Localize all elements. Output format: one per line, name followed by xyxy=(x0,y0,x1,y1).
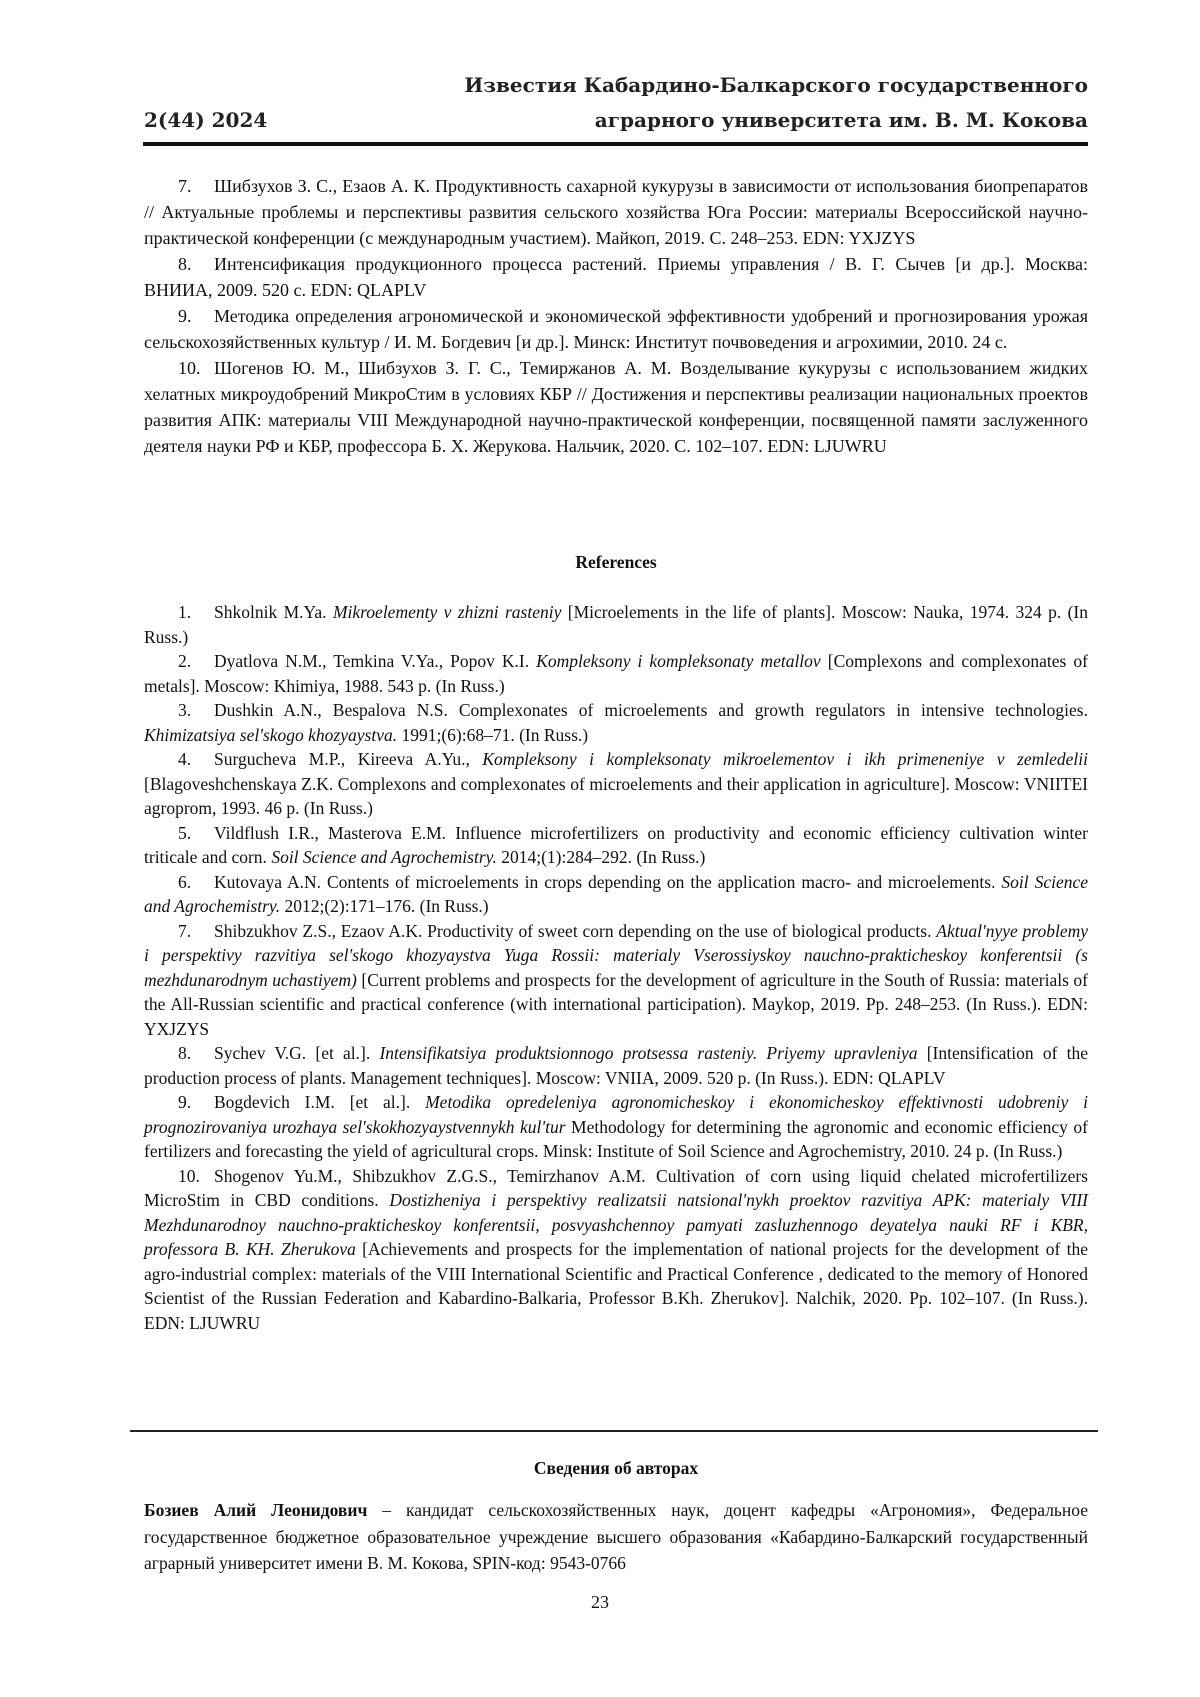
reference-title-italic: Kompleksony i kompleksonaty mikroelementov i ikh primeneniye v zemledelii xyxy=(482,749,1088,769)
reference-item xyxy=(144,1090,1088,1164)
reference-text: 2014;(1):284–292. (In Russ.) xyxy=(496,847,706,867)
reference-text: Dushkin A.N., Bespalova N.S. Complexonates of microelements and growth regulators in intensive technologies. xyxy=(214,700,1088,720)
reference-number: 10. xyxy=(178,358,201,378)
reference-text: [Current problems and prospects for the development of agriculture in the South of Russia: materials of the All-Russian scientific and practical conference (with international participation). Maykop, 2019. Pp. 248–253. (In Russ.). EDN: YXJZYS xyxy=(144,969,1089,1039)
reference-item xyxy=(144,649,1088,698)
reference-text: Методика определения агрономической и экономической эффективности удобрений и прогнозирования урожая сельскохозяйственных культур / И. М. Богдевич [и др.]. Минск: Институт почвоведения и агрохимии, 2010. 24 с. xyxy=(144,306,1088,352)
reference-text: Интенсификация продукционного процесса растений. Приемы управления / В. Г. Сычев [и др.]. Москва: ВНИИА, 2009. 520 с. EDN: QLAPLV xyxy=(144,254,1088,300)
reference-number: 9. xyxy=(178,306,192,326)
reference-title-italic: Soil Science and Agrochemistry. xyxy=(144,871,1089,916)
english-reference-list xyxy=(144,600,1088,1335)
author-bio: – кандидат сельскохозяйственных наук, доцент кафедры «Агрономия», Федеральное государственное бюджетное образовательное учреждение высшего образования «Кабардино-Балкарский государственный аграрный университет имени В. М. Кокова, SPIN-код: 9543-0766 xyxy=(144,1500,1088,1573)
reference-item xyxy=(144,870,1088,919)
reference-number: 7. xyxy=(178,920,192,941)
author-info xyxy=(144,1497,1088,1577)
reference-item xyxy=(144,355,1088,459)
reference-text: [Microelements in the life of plants]. Moscow: Nauka, 1974. 324 p. (In Russ.) xyxy=(144,602,1089,647)
reference-number: 4. xyxy=(178,749,192,769)
reference-number: 5. xyxy=(178,822,192,843)
reference-text: Sychev V.G. [et al.]. xyxy=(214,1043,380,1063)
reference-number: 3. xyxy=(178,700,192,720)
reference-text: Shibzukhov Z.S., Ezaov A.K. Productivity of sweet corn depending on the use of biological products. xyxy=(214,920,937,941)
russian-reference-list xyxy=(144,173,1088,459)
reference-text: Surgucheva M.P., Kireeva A.Yu., xyxy=(214,749,483,769)
reference-title-italic: Metodika opredeleniya agronomicheskoy i ekonomicheskoy effektivnosti udobreniy i prognozirovaniya urozhaya sel'skokhozyaystvennykh kul'tur xyxy=(144,1092,1088,1137)
reference-number: 6. xyxy=(178,871,192,892)
reference-item xyxy=(144,698,1088,747)
reference-item xyxy=(144,173,1088,251)
reference-item xyxy=(144,821,1088,870)
reference-text: Vildflush I.R., Masterova E.M. Influence microfertilizers on productivity and economic efficiency cultivation winter triticale and corn. xyxy=(144,822,1088,867)
header-rule xyxy=(143,142,1088,146)
references-heading: References xyxy=(575,552,657,572)
reference-item xyxy=(144,1164,1088,1336)
reference-item xyxy=(144,303,1088,355)
reference-title-italic: Khimizatsiya sel'skogo khozyaystva. xyxy=(144,724,398,745)
reference-text: [Blagoveshchenskaya Z.K. Complexons and complexonates of microelements and their application in agriculture]. Moscow: VNIITEI agroprom, 1993. 46 p. (In Russ.) xyxy=(144,773,1088,818)
reference-item xyxy=(144,251,1088,303)
reference-text: [Complexons and complexonates of metals]. Moscow: Khimiya, 1988. 543 p. (In Russ.) xyxy=(144,651,1088,696)
reference-title-italic: Kompleksony i kompleksonaty metallov xyxy=(536,651,821,671)
reference-text: Шибзухов З. С., Езаов А. К. Продуктивность сахарной кукурузы в зависимости от использования биопрепаратов // Актуальные проблемы и перспективы развития сельского хозяйства Юга России: материалы Всероссийской научно-практической конференции (с международным участием). Майкоп, 2019. С. 248–253. EDN: YXJZYS xyxy=(144,176,1088,248)
reference-item xyxy=(144,1041,1088,1090)
reference-title-italic: Dostizheniya i perspektivy realizatsii natsional'nykh proektov razvitiya APK: materialy VIII Mezhdunarodnoy nauchno-prakticheskoy konferentsii, posvyashchennoy pamyati zasluzhennogo deyatelya nauki RF i KBR, professora B. KH. Zherukova xyxy=(144,1190,1088,1259)
reference-number: 8. xyxy=(178,254,192,274)
issue-number: 2(44) 2024 xyxy=(144,108,268,132)
section-divider xyxy=(130,1430,1098,1432)
reference-text: Bogdevich I.M. [et al.]. xyxy=(214,1092,426,1112)
reference-number: 10. xyxy=(178,1165,200,1186)
reference-text: 2012;(2):171–176. (In Russ.) xyxy=(280,896,489,916)
reference-number: 2. xyxy=(178,651,192,671)
reference-number: 7. xyxy=(178,176,192,196)
author-name: Бозиев Алий Леонидович xyxy=(144,1500,368,1520)
reference-number: 1. xyxy=(178,602,192,622)
reference-title-italic: Intensifikatsiya produktsionnogo protsessa rasteniy. Priyemy upravleniya xyxy=(379,1043,918,1063)
reference-number: 8. xyxy=(178,1043,192,1063)
reference-text: Methodology for determining the agronomic and economic efficiency of fertilizers and forecasting the yield of agricultural crops. Minsk: Institute of Soil Science and Agrochemistry, 2010. 24 p. (In Russ.) xyxy=(144,1116,1088,1161)
reference-item xyxy=(144,919,1088,1042)
reference-text: [Achievements and prospects for the implementation of national projects for the development of the agro-industrial complex: materials of the VIII International Scientific and Practical Conference , dedicated to the memory of Honored Scientist of the Russian Federation and Kabardino-Balkaria, Professor B.Kh. Zherukov]. Nalchik, 2020. Pp. 102–107. (In Russ.). EDN: LJUWRU xyxy=(144,1239,1088,1333)
reference-text: Kutovaya A.N. Contents of microelements in crops depending on the application macro- and microelements. xyxy=(214,871,1002,892)
reference-number: 9. xyxy=(178,1092,192,1112)
journal-title-line-2: аграрного университета им. В. М. Кокова xyxy=(594,108,1088,132)
reference-text: 1991;(6):68–71. (In Russ.) xyxy=(397,724,589,745)
reference-title-italic: Mikroelementy v zhizni rasteniy xyxy=(332,602,562,622)
reference-text: Shkolnik M.Ya. xyxy=(214,602,333,622)
journal-title-line-1: Известия Кабардино-Балкарского государственного xyxy=(464,73,1088,97)
authors-heading: Сведения об авторах xyxy=(533,1458,699,1478)
reference-text: Шогенов Ю. М., Шибзухов З. Г. С., Темиржанов А. М. Возделывание кукурузы с использованием жидких хелатных микроудобрений МикроСтим в условиях КБР // Достижения и перспективы реализации национальных проектов развития АПК: материалы VIII Международной научно-практической конференции, посвященной памяти заслуженного деятеля науки РФ и КБР, профессора Б. Х. Жерукова. Нальчик, 2020. С. 102–107. EDN: LJUWRU xyxy=(144,358,1088,456)
reference-text: Dyatlova N.M., Temkina V.Ya., Popov K.I. xyxy=(214,651,537,671)
reference-title-italic: Aktual'nyye problemy i perspektivy razvitiya sel'skogo khozyaystva Yuga Rossii: materialy Vserossiyskoy nauchno-prakticheskoy konferentsii (s mezhdunarodnym uchastiyem) xyxy=(144,920,1089,990)
reference-item xyxy=(144,747,1088,821)
reference-title-italic: Soil Science and Agrochemistry. xyxy=(271,847,497,867)
reference-text: [Intensification of the production process of plants. Management techniques]. Moscow: VNIIA, 2009. 520 p. (In Russ.). EDN: QLAPLV xyxy=(144,1043,1088,1088)
reference-item xyxy=(144,600,1088,649)
reference-text: Shogenov Yu.M., Shibzukhov Z.G.S., Temirzhanov A.M. Cultivation of corn using liquid chelated microfertilizers MicroStim in CBD conditions. xyxy=(144,1165,1088,1210)
page-number: 23 xyxy=(591,1592,609,1612)
